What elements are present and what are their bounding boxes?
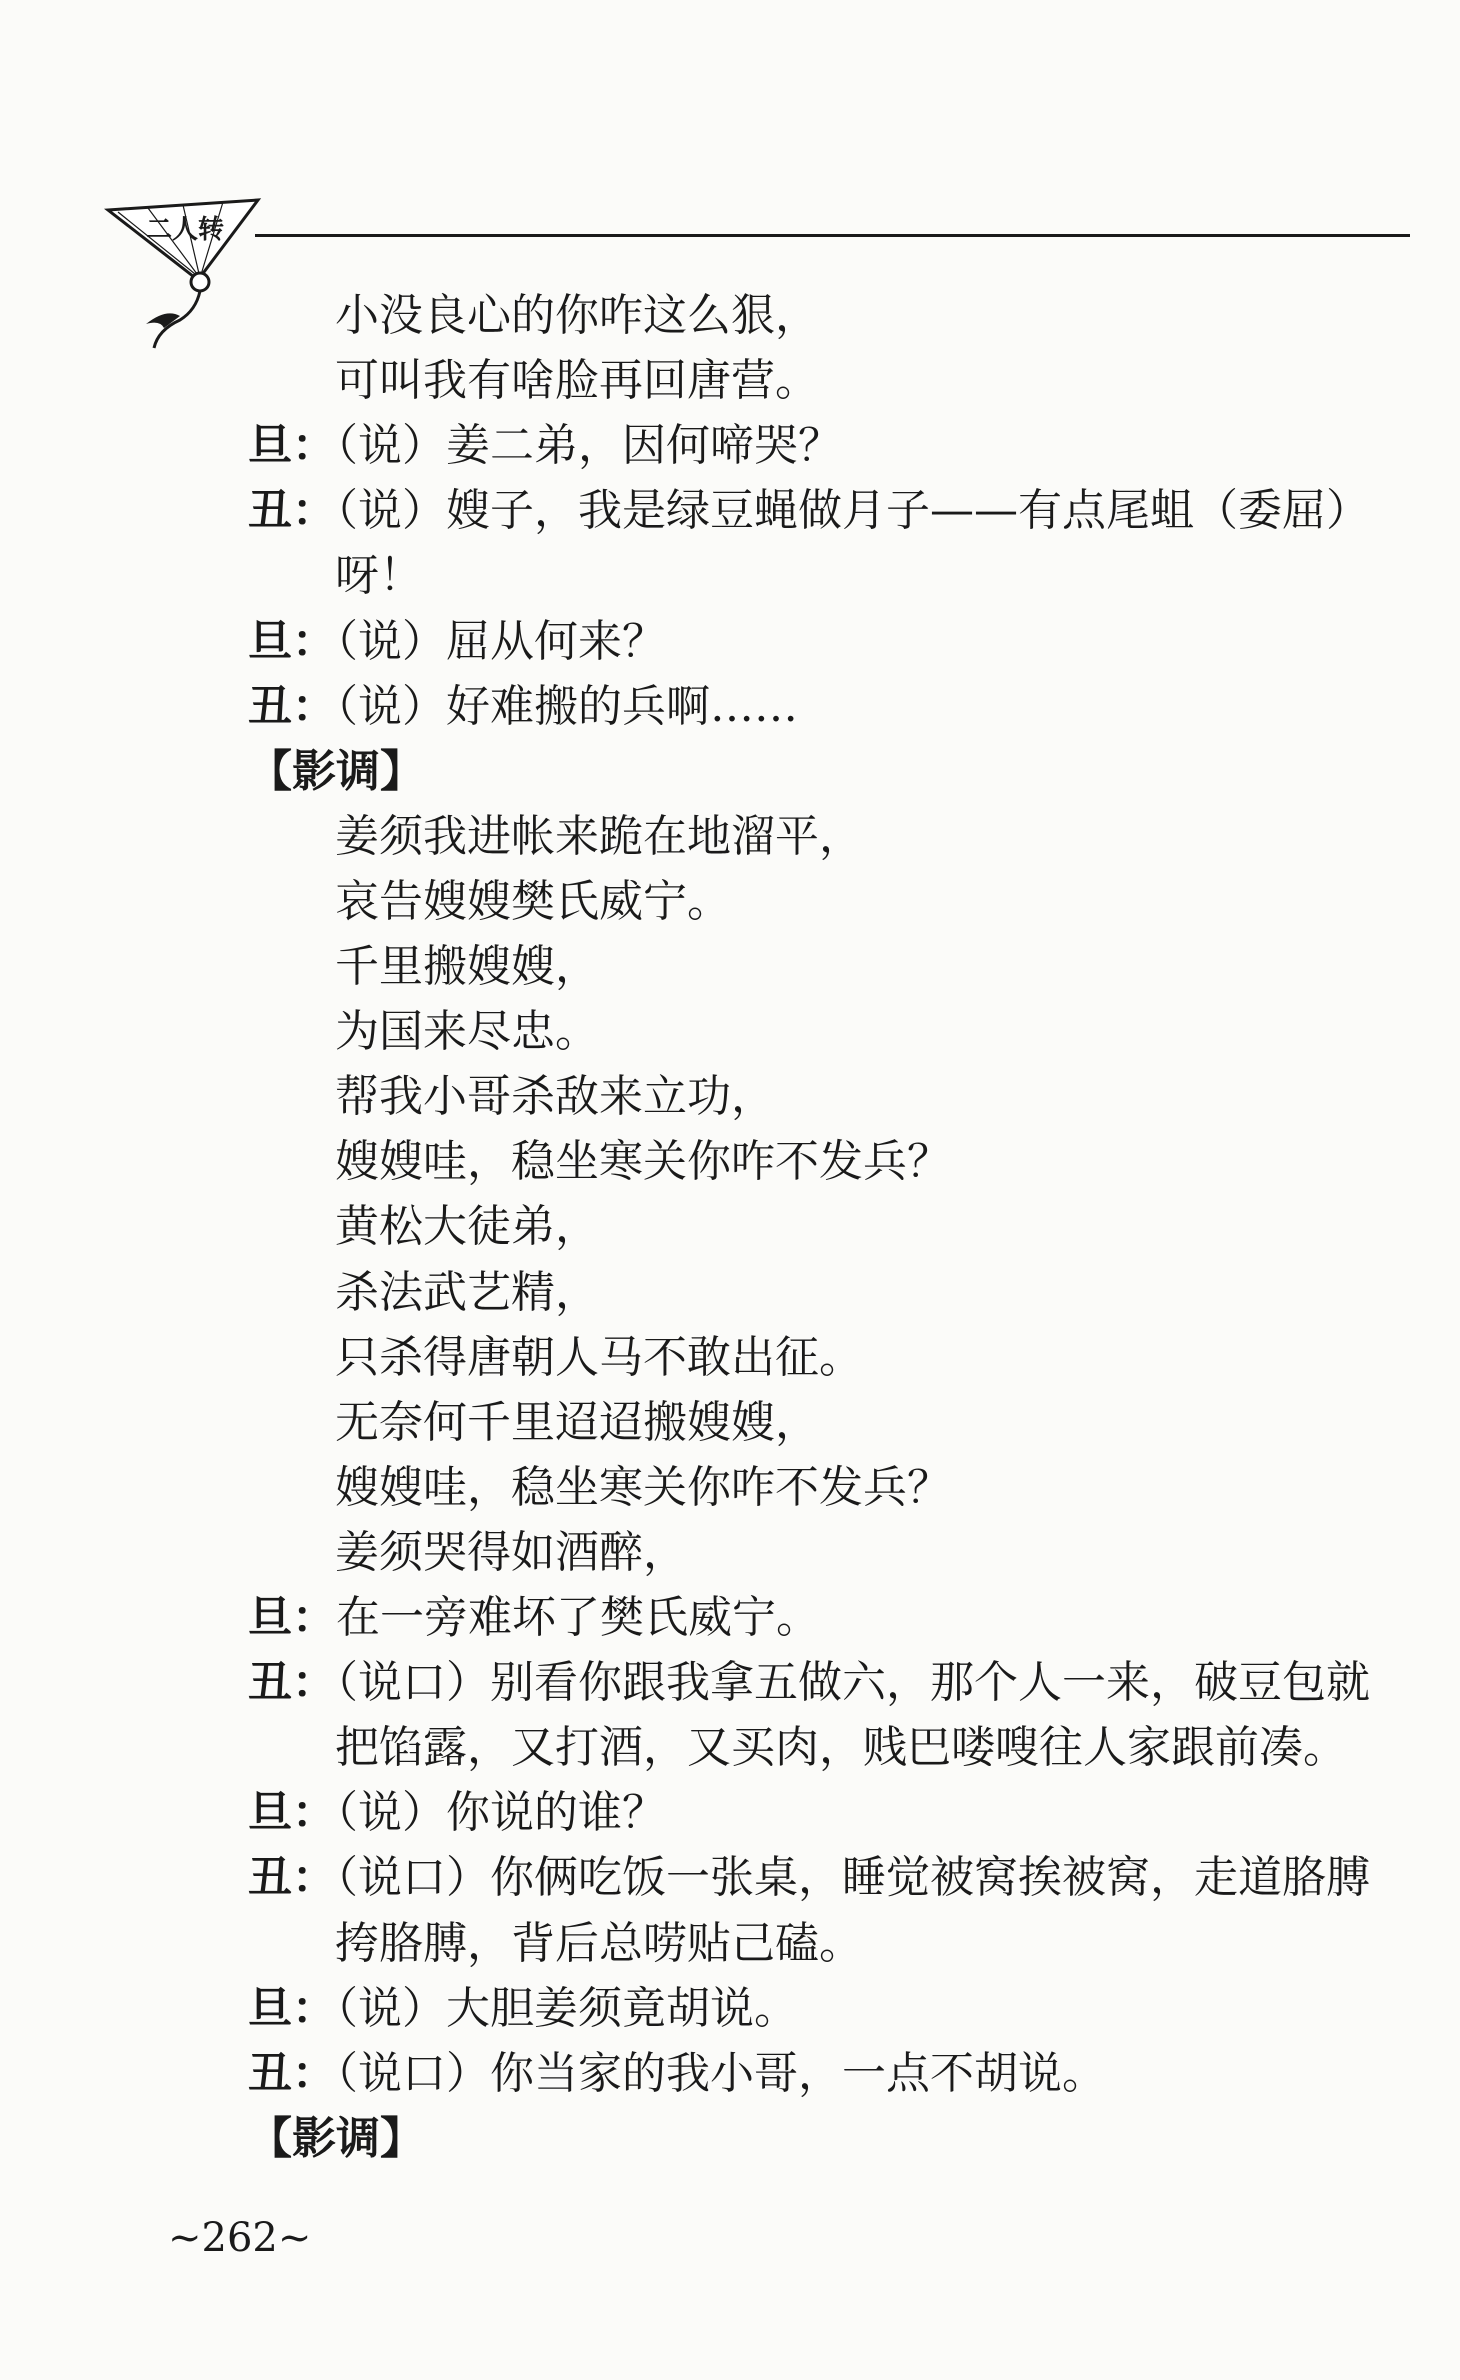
script-line (248, 2046, 1106, 2102)
script-line (335, 1069, 775, 1125)
line-text: 为国来尽忠。 (335, 1006, 599, 1058)
role-label: 丑： (248, 485, 336, 537)
line-text: 可叫我有啥脸再回唐营。 (335, 355, 819, 407)
ornament-text: 二人转 (146, 215, 225, 245)
script-line (248, 1981, 798, 2037)
line-text: 姜须哭得如酒醉， (335, 1526, 687, 1578)
script-line (248, 1655, 1370, 1711)
role-label: 旦： (248, 1592, 336, 1643)
line-text: 嫂嫂哇，稳坐寒关你咋不发兵？ (335, 1136, 951, 1188)
header-rule (255, 234, 1410, 237)
line-text: （说）嫂子，我是绿豆蝇做月子——有点尾蛆（委屈） (336, 485, 1370, 537)
section-heading (248, 744, 424, 800)
script-line (335, 1525, 687, 1581)
role-label: 丑： (248, 1852, 336, 1904)
script-line (335, 1134, 951, 1190)
role-label: 旦： (248, 1982, 336, 2034)
script-line (335, 1720, 1347, 1776)
line-text: 杀法武艺精， (335, 1266, 599, 1318)
line-text: 千里搬嫂嫂， (335, 941, 599, 992)
script-line (335, 1916, 863, 1972)
section-title: 【影调】 (248, 2112, 424, 2164)
script-line (335, 1395, 819, 1451)
script-line (335, 1004, 599, 1060)
script-line (248, 483, 1370, 539)
line-text: （说）大胆姜须竟胡说。 (336, 1982, 798, 2034)
line-text: （说）姜二弟，因何啼哭？ (336, 420, 842, 472)
script-line (248, 614, 666, 670)
role-label: 旦： (248, 615, 336, 667)
line-text: 只杀得唐朝人马不敢出征。 (335, 1331, 863, 1383)
line-text: 帮我小哥杀敌来立功， (335, 1071, 775, 1123)
line-text: （说）好难搬的兵啊…… (336, 680, 798, 732)
role-label: 丑： (248, 2047, 336, 2099)
section-title: 【影调】 (248, 745, 424, 797)
script-line (335, 1199, 599, 1255)
role-label: 丑： (248, 1657, 336, 1709)
role-label: 丑： (248, 680, 336, 732)
line-text: 把馅露，又打酒，又买肉，贱巴喽嗖往人家跟前凑。 (335, 1722, 1347, 1774)
script-line (335, 353, 819, 409)
line-text: （说）你说的谁？ (336, 1787, 666, 1839)
line-text: 呀！ (335, 550, 423, 602)
script-line (248, 1850, 1370, 1906)
script-line (335, 939, 599, 995)
script-line (335, 809, 863, 865)
script-line (335, 874, 731, 930)
page-number: ~262~ (168, 2215, 312, 2261)
script-line (248, 679, 798, 735)
line-text: 姜须我进帐来跪在地溜平， (335, 810, 863, 862)
line-text: （说口）你当家的我小哥，一点不胡说。 (336, 2047, 1106, 2099)
line-text: 嫂嫂哇，稳坐寒关你咋不发兵？ (335, 1461, 951, 1513)
script-line (335, 288, 819, 344)
line-text: 哀告嫂嫂樊氏威宁。 (335, 875, 731, 927)
script-line (248, 418, 842, 474)
role-label: 旦： (248, 420, 336, 472)
line-text: 在一旁难坏了樊氏威宁。 (336, 1592, 820, 1643)
role-label: 旦： (248, 1787, 336, 1839)
line-text: （说口）你俩吃饭一张桌，睡觉被窝挨被窝，走道胳膊 (336, 1852, 1370, 1904)
script-line (248, 1785, 666, 1841)
script-line (335, 548, 423, 604)
section-heading (248, 2111, 424, 2167)
line-text: 无奈何千里迢迢搬嫂嫂， (335, 1396, 819, 1448)
line-text: （说口）别看你跟我拿五做六，那个人一来，破豆包就 (336, 1657, 1370, 1709)
script-line (248, 1590, 820, 1646)
line-text: 小没良心的你咋这么狠， (335, 290, 819, 341)
line-text: 黄松大徒弟， (335, 1201, 599, 1253)
line-text: （说）屈从何来？ (336, 615, 666, 667)
script-line (335, 1460, 951, 1516)
fan-ornament-icon (88, 160, 278, 350)
line-text: 挎胳膊，背后总唠贴己磕。 (335, 1917, 863, 1969)
script-line (335, 1265, 599, 1321)
script-line (335, 1330, 863, 1386)
